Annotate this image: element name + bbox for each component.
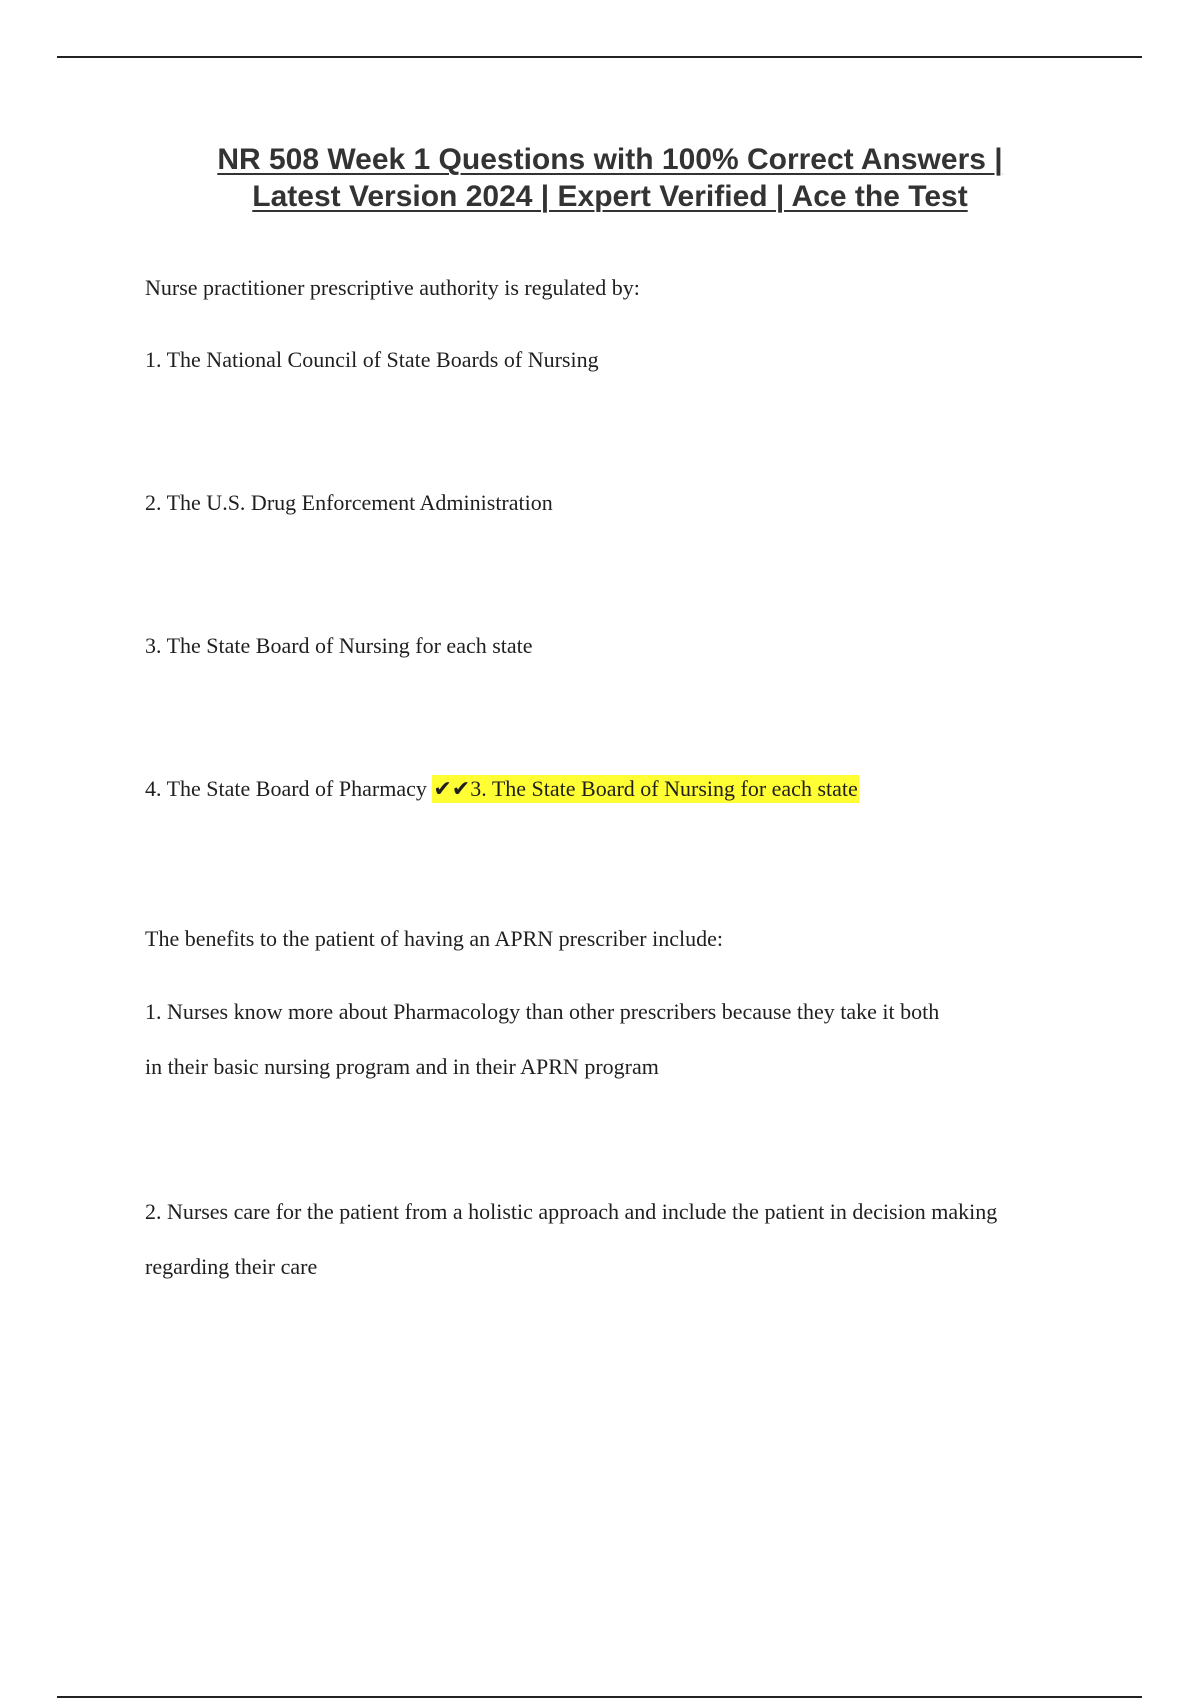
question-1-option-4-row xyxy=(145,776,859,802)
question-1-prompt: Nurse practitioner prescriptive authority is regulated by: xyxy=(145,275,640,300)
document-title-line-1: NR 508 Week 1 Questions with 100% Correct Answers | xyxy=(217,143,1003,176)
document-title-line-2: Latest Version 2024 | Expert Verified | Ace the Test xyxy=(252,180,968,213)
question-1-option-2: 2. The U.S. Drug Enforcement Administration xyxy=(145,490,553,515)
question-1-option-4: 4. The State Board of Pharmacy xyxy=(145,776,427,801)
bottom-rule xyxy=(57,1696,1142,1698)
question-1-option-1: 1. The National Council of State Boards of Nursing xyxy=(145,347,599,372)
question-2-option-1-line-1: 1. Nurses know more about Pharmacology than other prescribers because they take it both xyxy=(145,999,940,1024)
question-2-option-1-line-2: in their basic nursing program and in their APRN program xyxy=(145,1054,659,1079)
document-title xyxy=(100,141,1120,215)
question-1-option-3: 3. The State Board of Nursing for each state xyxy=(145,633,533,658)
top-rule xyxy=(57,56,1142,58)
question-2-option-2-line-1: 2. Nurses care for the patient from a holistic approach and include the patient in decision making xyxy=(145,1199,998,1224)
question-2-option-2-line-2: regarding their care xyxy=(145,1254,318,1279)
question-1-answer-highlight: ✔✔3. The State Board of Nursing for each state xyxy=(433,776,858,801)
question-2-prompt: The benefits to the patient of having an APRN prescriber include: xyxy=(145,926,723,951)
